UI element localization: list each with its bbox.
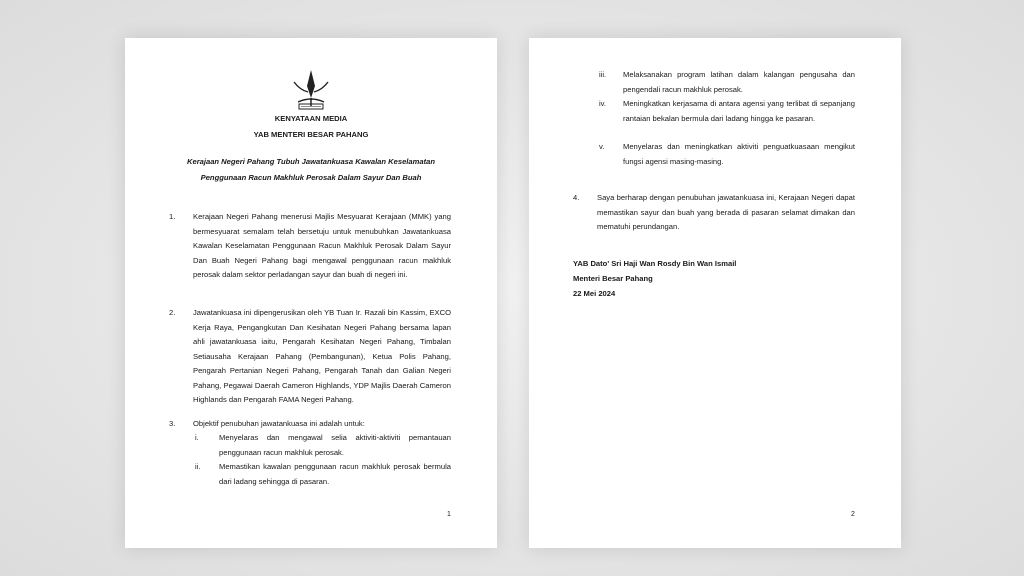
statement-title-line-2: Penggunaan Racun Makhluk Perosak Dalam Sayur Dan Buah [200,173,422,182]
objective-v-text: Menyelaras dan meningkatkan aktiviti penguatkuasaan mengikut fungsi agensi masing-masing. [623,142,855,166]
objective-iii-text: Melaksanakan program latihan dalam kalangan pengusaha dan pengendali racun makhluk perosak. [623,70,855,94]
objective-ii-number: ii. [195,462,201,471]
paragraph-4-number: 4. [573,193,580,202]
document-page-2 [529,38,901,548]
media-statement-subheading: YAB MENTERI BESAR PAHANG [253,130,369,139]
paragraph-4-text: Saya berharap dengan penubuhan jawatankuasa ini, Kerajaan Negeri dapat memastikan sayur dan buah yang berada di pasaran selamat dimakan dan mematuhi perundangan. [597,193,855,231]
signatory-title: Menteri Besar Pahang [573,274,653,283]
statement-date: 22 Mei 2024 [573,289,616,298]
objective-iv-text: Meningkatkan kerjasama di antara agensi yang terlibat di sepanjang rantaian bekalan bermula dari ladang hingga ke pasaran. [623,99,855,123]
page-number: 1 [447,511,451,518]
paragraph-3-number: 3. [169,419,176,428]
objective-i-text: Menyelaras dan mengawal selia aktiviti-aktiviti pemantauan penggunaan racun makhluk perosak. [219,433,451,457]
statement-title-line-1: Kerajaan Negeri Pahang Tubuh Jawatankuasa Kawalan Keselamatan [186,157,436,166]
pahang-crest-emblem [286,68,336,114]
page-number: 2 [851,511,855,518]
paragraph-2-number: 2. [169,308,176,317]
signatory-name: YAB Dato' Sri Haji Wan Rosdy Bin Wan Ismail [573,259,737,268]
objective-iii-number: iii. [599,70,607,79]
paragraph-1-number: 1. [169,212,176,221]
objective-v-number: v. [599,142,605,151]
objective-ii-text: Memastikan kawalan penggunaan racun makhluk perosak bermula dari ladang sehingga di pasaran. [219,462,451,486]
media-statement-heading: KENYATAAN MEDIA [274,114,348,123]
paragraph-3-text: Objektif penubuhan jawatankuasa ini adalah untuk: [193,419,365,428]
objective-iv-number: iv. [599,99,607,108]
document-page-1 [125,38,497,548]
paragraph-1-text: Kerajaan Negeri Pahang menerusi Majlis Mesyuarat Kerajaan (MMK) yang bermesyuarat semalam telah bersetuju untuk menubuhkan Jawatankuasa Kawalan Keselamatan Penggunaan Racun Makhluk Perosak Dalam Sayur Dan Buah Negeri Pahang bagi mengawal penggunaan racun makhluk perosak dalam sektor perladangan sayur dan buah di negeri ini. [193,212,451,279]
objective-i-number: i. [195,433,199,442]
paragraph-2-text: Jawatankuasa ini dipengerusikan oleh YB Tuan Ir. Razali bin Kassim, EXCO Kerja Raya, Pengangkutan Dan Kesihatan Negeri Pahang bersama lapan ahli jawatankuasa iaitu, Pengarah Kesihatan Negeri Pahang, Timbalan Setiausaha Kerajaan Pahang (Pembangunan), Ketua Polis Pahang, Pengarah Pertanian Negeri Pahang, Pengarah Tanah dan Galian Negeri Pahang, Pegawai Daerah Cameron Highlands, YDP Majlis Daerah Cameron Highlands dan Pengarah FAMA Negeri Pahang. [193,308,451,404]
